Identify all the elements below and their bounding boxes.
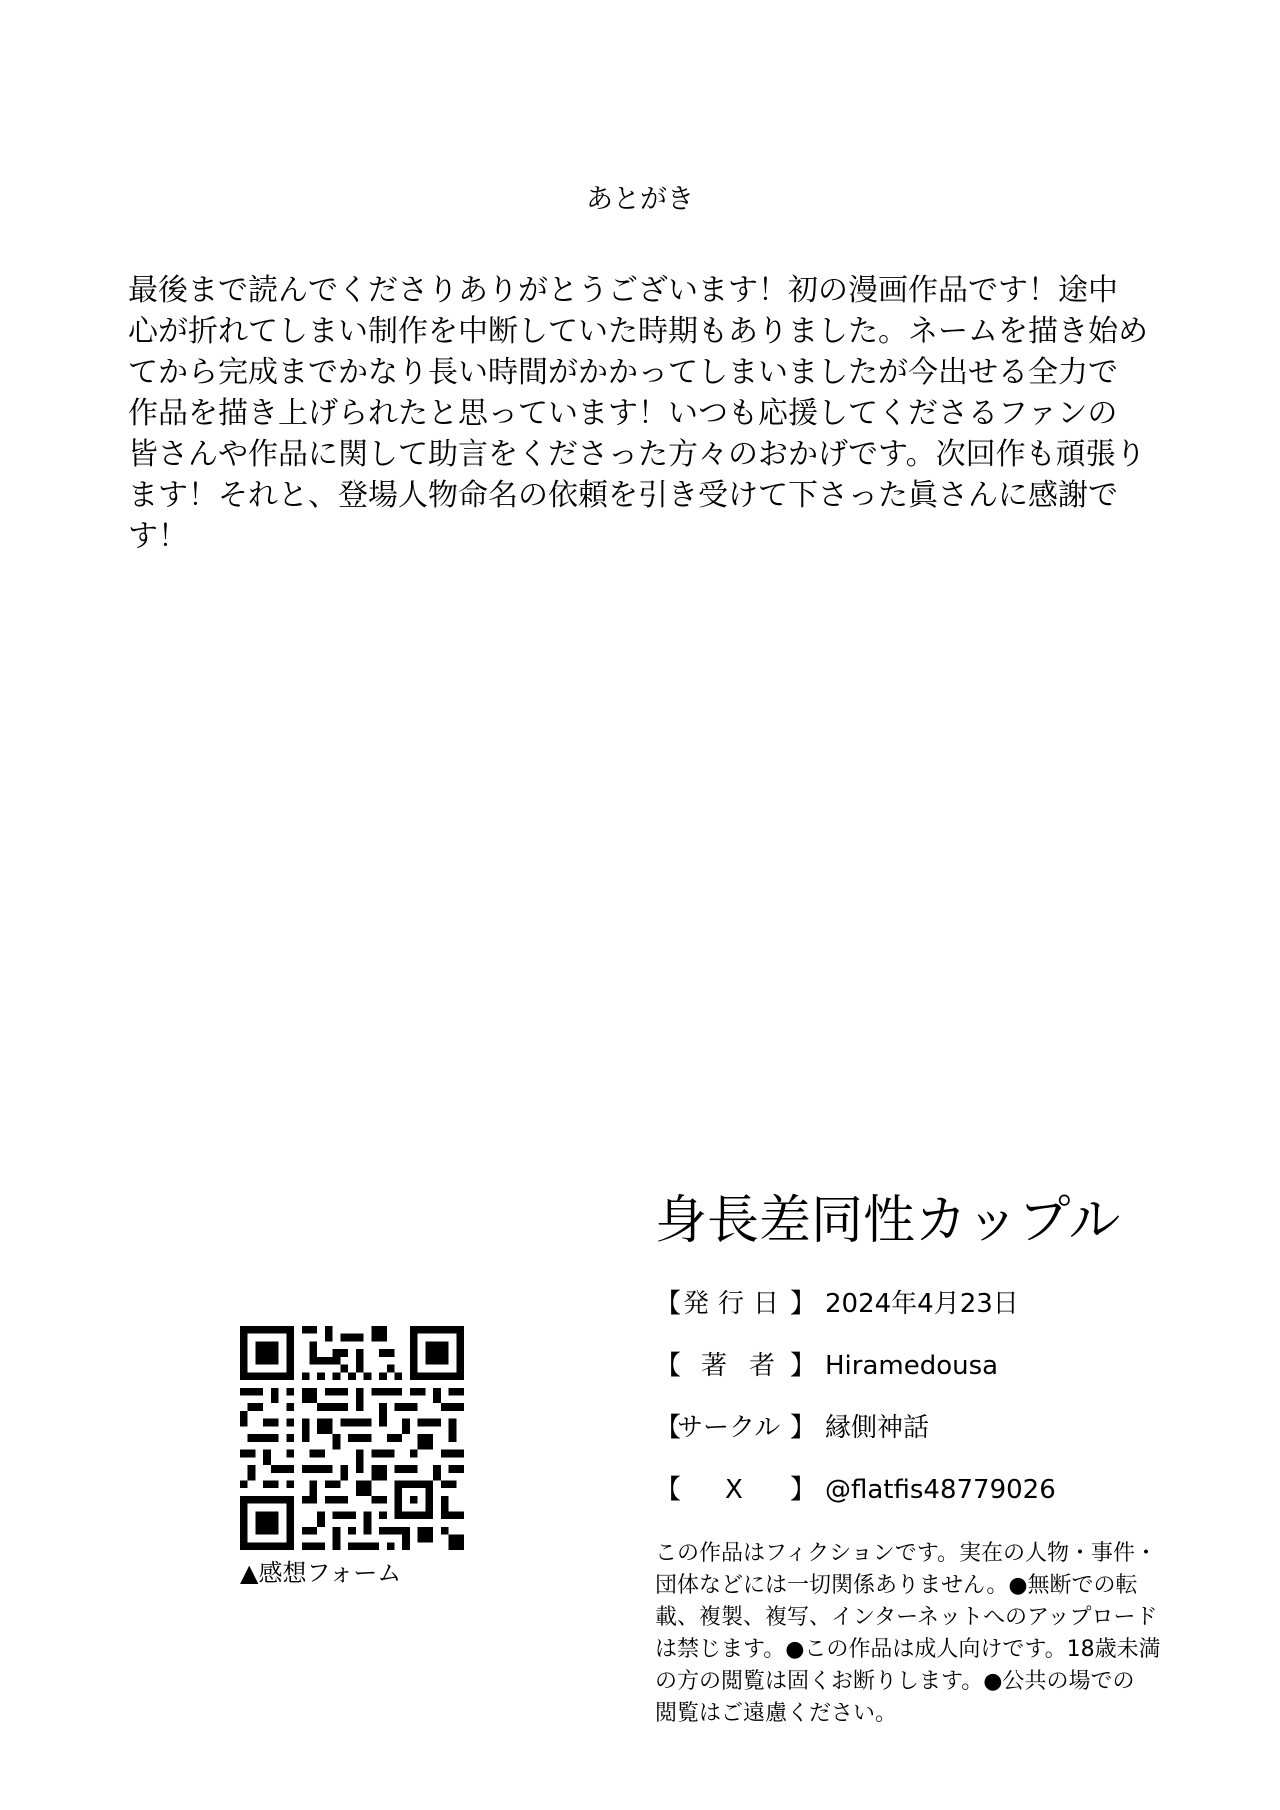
author-label: 著者 [701,1351,798,1381]
circle-label: サークル [677,1413,781,1443]
qr-code-icon[interactable] [240,1326,464,1550]
publish-date-value: 2024年4月23日 [825,1289,1019,1319]
notice-line: 団体などには一切関係ありません。●無断での転 [655,1573,1138,1598]
notice-line: 載、複製、複写、インターネットへのアップロード [655,1605,1158,1630]
afterword-title: あとがき [586,184,694,215]
author-value: Hiramedousa [825,1351,999,1381]
bracket-close: 】 [790,1351,817,1381]
afterword-line: てから完成までかなり長い時間がかかってしまいましたが今出せる全力で [128,355,1118,390]
legal-notice [655,1538,1195,1730]
afterword-line: す！ [128,519,188,554]
notice-line: 閲覧はご遠慮ください。 [655,1701,898,1726]
afterword-body [128,270,1168,557]
afterword-line: 最後まで読んでくださりありがとうございます！初の漫画作品です！途中 [128,273,1118,308]
afterword-line: 作品を描き上げられたと思っています！いつも応援してくださるファンの [128,396,1118,431]
bracket-close: 】 [790,1289,817,1319]
publish-date-label: 発行日 [683,1289,789,1319]
x-handle: @flatfis48779026 [825,1475,1056,1505]
notice-line: の方の閲覧は固くお断りします。●公共の場での [655,1669,1135,1694]
afterword-line: ます！それと、登場人物命名の依頼を引き受けて下さった眞さんに感謝で [128,478,1118,513]
bracket-open: 【 [655,1351,682,1381]
book-title: 身長差同性カップル [655,1191,1121,1251]
bracket-open: 【 [655,1289,682,1319]
afterword-line: 皆さんや作品に関して助言をくださった方々のおかげです。次回作も頑張り [128,437,1146,472]
bracket-open: 【 [655,1413,682,1443]
notice-line: は禁じます。●この作品は成人向けです。18歳未満 [655,1637,1161,1662]
notice-line: この作品はフィクションです。実在の人物・事件・ [655,1541,1158,1566]
x-label: X [725,1475,743,1505]
qr-caption: ▲感想フォーム [240,1559,402,1587]
bracket-close: 】 [790,1475,817,1505]
bracket-close: 】 [790,1413,817,1443]
bracket-open: 【 [655,1475,682,1505]
circle-value: 縁側神話 [825,1413,930,1443]
afterword-line: 心が折れてしまい制作を中断していた時期もありました。ネームを描き始め [128,314,1148,349]
